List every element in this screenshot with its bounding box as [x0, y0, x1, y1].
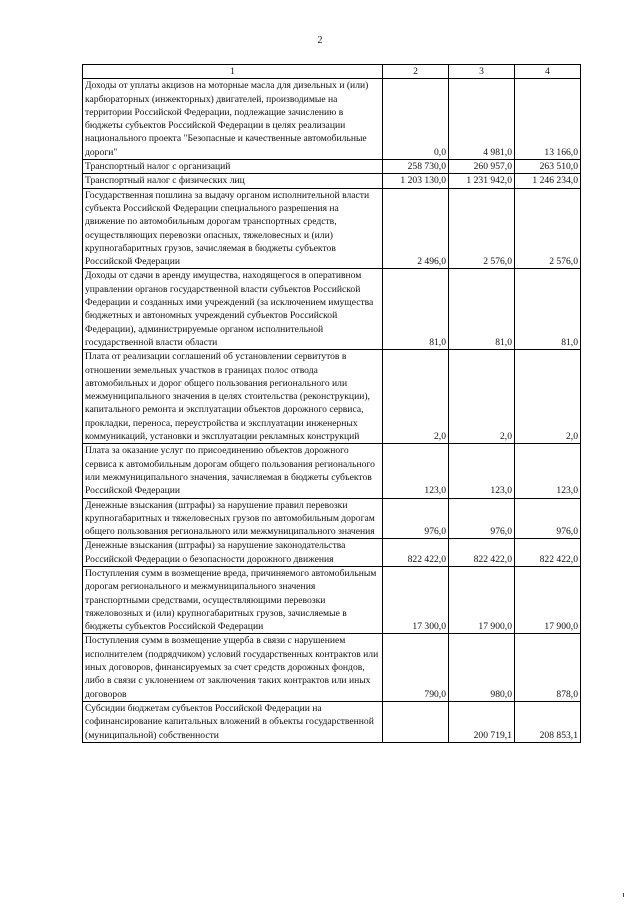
value-col-2: 123,0 [383, 444, 449, 498]
value-col-4: 1 246 234,0 [515, 174, 581, 188]
value-col-2 [383, 701, 449, 742]
value-col-3: 4 981,0 [449, 79, 515, 160]
value-col-3: 2 576,0 [449, 188, 515, 269]
table-row [83, 269, 581, 350]
value-col-4: 822 422,0 [515, 539, 581, 567]
value-col-3: 976,0 [449, 498, 515, 539]
value-col-3: 81,0 [449, 269, 515, 350]
table-row [83, 566, 581, 633]
table-row [83, 174, 581, 188]
row-description: Доходы от уплаты акцизов на моторные масла для дизельных и (или) карбюраторных (инжекторных) двигателей, производимые на территории Российской Федерации, подлежащие зачислению в бюджеты субъектов Российской Федерации в целях реализации национального проекта "Безопасные и качественные автомобильные дороги" [83, 79, 383, 160]
value-col-3: 980,0 [449, 634, 515, 701]
table-row [83, 498, 581, 539]
page-number: 2 [317, 35, 323, 46]
column-header: 4 [515, 65, 581, 79]
row-description: Транспортный налог с организаций [83, 160, 383, 174]
value-col-4: 2,0 [515, 350, 581, 444]
value-col-2: 258 730,0 [383, 160, 449, 174]
row-description: Транспортный налог с физических лиц [83, 174, 383, 188]
value-col-3: 2,0 [449, 350, 515, 444]
table-row [83, 539, 581, 567]
table-row [83, 350, 581, 444]
row-description: Поступления сумм в возмещение ущерба в связи с нарушением исполнителем (подрядчиком) условий государственных контрактов или иных договоров, финансируемых за счет средств дорожных фондов, либо в связи с уклонением от заключения таких контрактов или иных договоров [83, 634, 383, 701]
value-col-3: 17 900,0 [449, 566, 515, 633]
value-col-4: 17 900,0 [515, 566, 581, 633]
value-col-4: 2 576,0 [515, 188, 581, 269]
value-col-2: 976,0 [383, 498, 449, 539]
row-description: Плата от реализации соглашений об установлении сервитутов в отношении земельных участков в границах полос отвода автомобильных и дорог общего пользования регионального или межмуниципального значения в целях стоительства (реконструкции), капитального ремонта и эксплуатации объектов дорожного сервиса, прокладки, переноса, переустройства и эксплуатации инженерных коммуникаций, установки и эксплуатации рекламных конструкций [83, 350, 383, 444]
column-header: 3 [449, 65, 515, 79]
row-description: Денежные взыскания (штрафы) за нарушение законодательства Российской Федерации о безопасности дорожного движения [83, 539, 383, 567]
value-col-3: 200 719,1 [449, 701, 515, 742]
row-description: Поступления сумм в возмещение вреда, причиняемого автомобильным дорогам регионального и межмуниципального значения транспортными средствами, осуществляющими перевозки тяжеловозных и (или) крупногабаритных грузов, зачисляемые в бюджеты субъектов Российской Федерации [83, 566, 383, 633]
value-col-2: 822 422,0 [383, 539, 449, 567]
value-col-2: 790,0 [383, 634, 449, 701]
value-col-4: 13 166,0 [515, 79, 581, 160]
table-row [83, 79, 581, 160]
table-row [83, 188, 581, 269]
row-description: Субсидии бюджетам субъектов Российской Федерации на софинансирование капитальных вложений в объекты государственной (муниципальной) собственности [83, 701, 383, 742]
value-col-4: 263 510,0 [515, 160, 581, 174]
table-body [83, 79, 581, 743]
value-col-3: 822 422,0 [449, 539, 515, 567]
table-row [83, 701, 581, 742]
column-header: 2 [383, 65, 449, 79]
row-description: Денежные взыскания (штрафы) за нарушение правил перевозки крупногабаритных и тяжеловесных грузов по автомобильным дорогам общего пользования регионального или межмуниципального значения [83, 498, 383, 539]
row-description: Государственная пошлина за выдачу органом исполнительной власти субъекта Российской Федерации специального разрешения на движение по автомобильным дорогам транспортных средств, осуществляющих перевозки опасных, тяжеловесных и (или) крупногабаритных грузов, зачисляемая в бюджеты субъектов Российской Федерации [83, 188, 383, 269]
revenue-table [82, 64, 581, 743]
table-row [83, 634, 581, 701]
value-col-3: 260 957,0 [449, 160, 515, 174]
table-header-row [83, 65, 581, 79]
value-col-4: 208 853,1 [515, 701, 581, 742]
value-col-3: 123,0 [449, 444, 515, 498]
value-col-2: 0,0 [383, 79, 449, 160]
value-col-2: 81,0 [383, 269, 449, 350]
scan-edge-mark [623, 893, 624, 897]
value-col-2: 1 203 130,0 [383, 174, 449, 188]
value-col-2: 2 496,0 [383, 188, 449, 269]
row-description: Плата за оказание услуг по присоединению объектов дорожного сервиса к автомобильным дорогам общего пользования регионального или межмуниципального значения, зачисляемая в бюджеты субъектов Российской Федерации [83, 444, 383, 498]
value-col-4: 123,0 [515, 444, 581, 498]
value-col-4: 878,0 [515, 634, 581, 701]
value-col-4: 81,0 [515, 269, 581, 350]
table-row [83, 160, 581, 174]
row-description: Доходы от сдачи в аренду имущества, находящегося в оперативном управлении органов государственной власти субъектов Российской Федерации и созданных ими учреждений (за исключением имущества бюджетных и автономных учреждений субъектов Российской Федерации), администрируемые органом исполнительной государственной власти области [83, 269, 383, 350]
value-col-4: 976,0 [515, 498, 581, 539]
column-header: 1 [83, 65, 383, 79]
value-col-2: 17 300,0 [383, 566, 449, 633]
value-col-3: 1 231 942,0 [449, 174, 515, 188]
value-col-2: 2,0 [383, 350, 449, 444]
table-row [83, 444, 581, 498]
